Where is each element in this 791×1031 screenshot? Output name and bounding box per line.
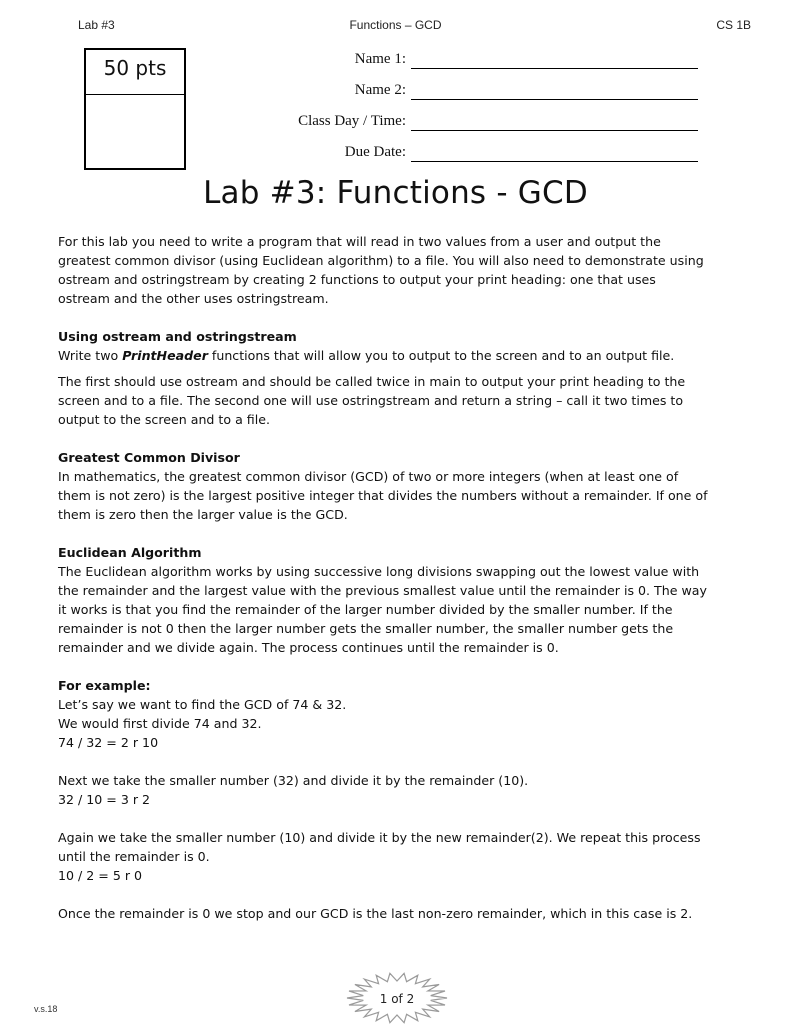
name1-field <box>200 47 698 71</box>
page-number-label: 1 of 2 <box>379 992 415 1006</box>
print-header-emphasis: PrintHeader <box>122 348 208 363</box>
ostream-p1-after: functions that will allow you to output to the screen and to an output file. <box>207 348 675 363</box>
example-heading: For example: <box>58 678 151 693</box>
due-date-label: Due Date: <box>344 144 406 160</box>
header-center: Functions – GCD <box>349 18 442 32</box>
page-number <box>344 970 450 1026</box>
ostream-paragraph-1 <box>58 346 708 365</box>
ostream-heading: Using ostream and ostringstream <box>58 329 297 344</box>
class-day-blank-line <box>411 130 698 131</box>
euclid-heading: Euclidean Algorithm <box>58 545 202 560</box>
version-label: v.s.18 <box>34 1004 58 1014</box>
header-left: Lab #3 <box>78 18 115 32</box>
due-date-blank-line <box>411 161 698 162</box>
example-line-1: Let’s say we want to find the GCD of 74 & 32. <box>58 697 347 712</box>
class-day-field <box>200 109 698 133</box>
example-line-2: We would first divide 74 and 32. <box>58 716 262 731</box>
example-line-4: Next we take the smaller number (32) and divide it by the remainder (10). <box>58 773 529 788</box>
name1-blank-line <box>411 68 698 69</box>
example-line-5: 32 / 10 = 3 r 2 <box>58 792 151 807</box>
name1-label: Name 1: <box>354 51 406 67</box>
class-day-label: Class Day / Time: <box>298 113 406 129</box>
example-line-6: Again we take the smaller number (10) and divide it by the new remainder(2). We repeat this process until the remainder is 0. <box>58 830 701 864</box>
example-line-7: 10 / 2 = 5 r 0 <box>58 868 143 883</box>
document-body <box>58 232 708 923</box>
ostream-p1-before: Write two <box>58 348 123 363</box>
points-label: 50 pts <box>86 50 184 95</box>
gcd-heading: Greatest Common Divisor <box>58 450 240 465</box>
example-line-8: Once the remainder is 0 we stop and our GCD is the last non-zero remainder, which in this case is 2. <box>58 906 693 921</box>
page-title: Lab #3: Functions - GCD <box>203 175 588 211</box>
header-right: CS 1B <box>716 18 751 32</box>
gcd-paragraph: In mathematics, the greatest common divisor (GCD) of two or more integers (when at least one of them is not zero) is the largest positive integer that divides the numbers without a remainder. If one of them is zero then the larger value is the GCD. <box>58 469 708 522</box>
name2-label: Name 2: <box>354 82 406 98</box>
example-line-3: 74 / 32 = 2 r 10 <box>58 735 159 750</box>
intro-paragraph: For this lab you need to write a program that will read in two values from a user and output the greatest common divisor (using Euclidean algorithm) to a file. You will also need to demonstrate using ostream and ostringstream by creating 2 functions to output your print heading: one that uses ostream and the other uses ostringstream. <box>58 234 704 306</box>
ostream-paragraph-2: The first should use ostream and should be called twice in main to output your print heading to the screen and to a file. The second one will use ostringstream and return a string – call it two times to output to the screen and to a file. <box>58 374 686 427</box>
name2-field <box>200 78 698 102</box>
name2-blank-line <box>411 99 698 100</box>
points-box <box>84 48 186 170</box>
euclid-paragraph: The Euclidean algorithm works by using successive long divisions swapping out the lowest value with the remainder and the largest value with the previous smallest value until the remainder is 0. The way it works is that you find the remainder of the larger number divided by the smaller number. If the remainder is not 0 then the larger number gets the smaller number, the smaller number gets the remainder and we divide again. The process continues until the remainder is 0. <box>58 564 707 655</box>
due-date-field <box>200 140 698 164</box>
